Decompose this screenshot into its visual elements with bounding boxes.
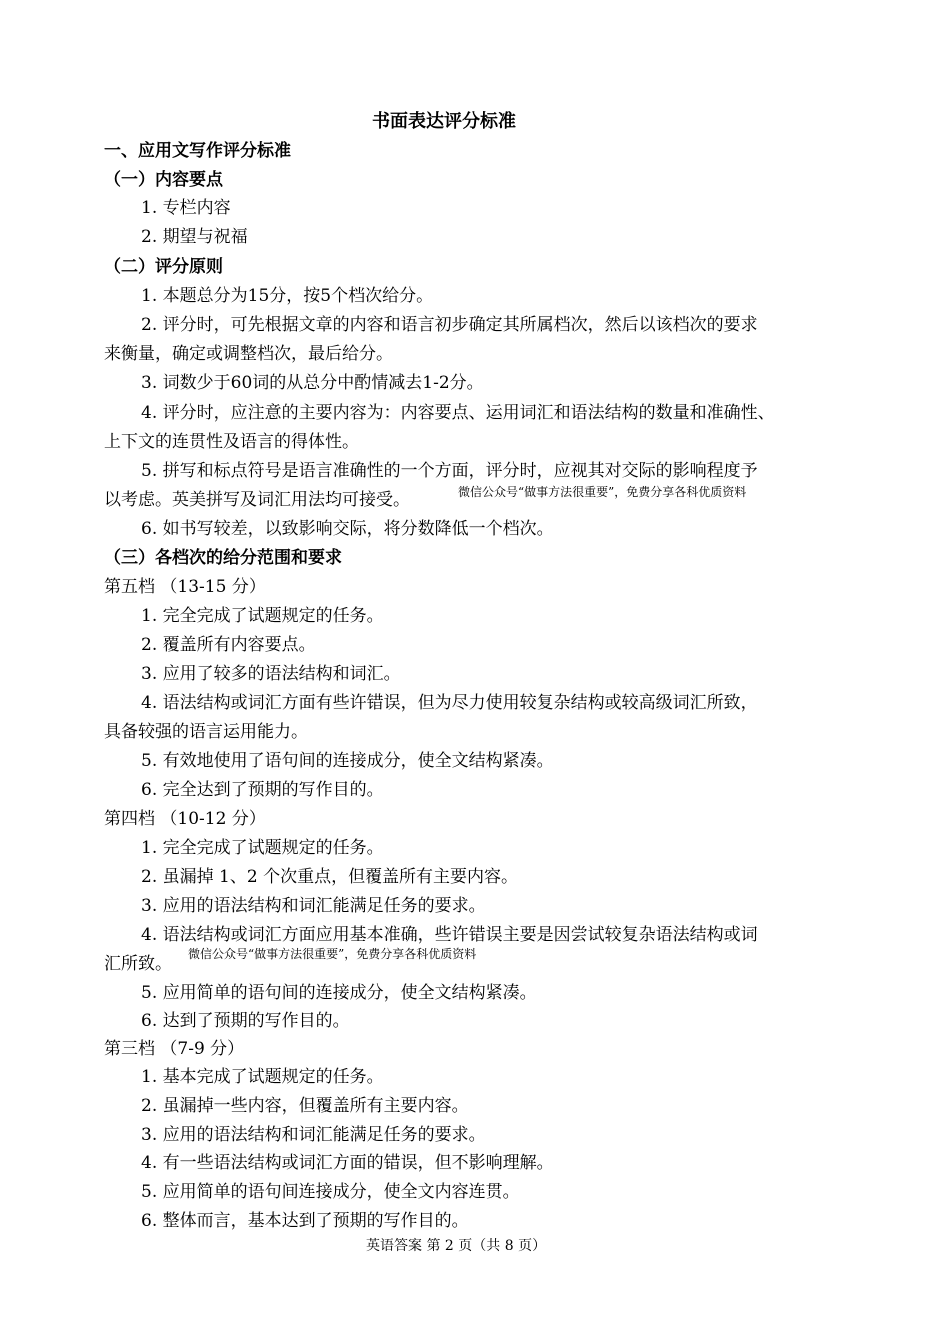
principle-2-line-1: 2. 评分时，可先根据文章的内容和语言初步确定其所属档次，然后以该档次的要求 xyxy=(141,315,758,335)
content-point-1: 1. 专栏内容 xyxy=(141,198,231,218)
page-footer: 英语答案 第 2 页（共 8 页） xyxy=(366,1238,547,1254)
level3-item-1: 1. 基本完成了试题规定的任务。 xyxy=(141,1067,384,1087)
level3-heading: 第三档 （7-9 分） xyxy=(104,1039,245,1059)
level5-item-4-line-2: 具备较强的语言运用能力。 xyxy=(104,722,308,742)
principle-2-line-2: 来衡量，确定或调整档次，最后给分。 xyxy=(104,344,393,364)
level5-item-3: 3. 应用了较多的语法结构和词汇。 xyxy=(141,664,401,684)
principle-4-line-2: 上下文的连贯性及语言的得体性。 xyxy=(104,432,359,452)
principle-4-line-1: 4. 评分时，应注意的主要内容为：内容要点、运用词汇和语法结构的数量和准确性、 xyxy=(141,403,775,423)
level5-item-5: 5. 有效地使用了语句间的连接成分，使全文结构紧凑。 xyxy=(141,751,554,771)
level3-item-6: 6. 整体而言，基本达到了预期的写作目的。 xyxy=(141,1211,469,1231)
level4-item-4-line-2: 汇所致。 xyxy=(104,954,172,974)
level4-item-4-line-1: 4. 语法结构或词汇方面应用基本准确，些许错误主要是因尝试较复杂语法结构或词 xyxy=(141,925,758,945)
level4-item-3: 3. 应用的语法结构和词汇能满足任务的要求。 xyxy=(141,896,486,916)
level4-item-1: 1. 完全完成了试题规定的任务。 xyxy=(141,838,384,858)
level5-item-2: 2. 覆盖所有内容要点。 xyxy=(141,635,316,655)
page-title: 书面表达评分标准 xyxy=(372,111,516,132)
level4-item-2: 2. 虽漏掉 1、2 个次重点，但覆盖所有主要内容。 xyxy=(141,867,519,887)
level5-heading: 第五档 （13-15 分） xyxy=(104,577,266,597)
level4-item-5: 5. 应用简单的语句间的连接成分，使全文结构紧凑。 xyxy=(141,983,537,1003)
level4-item-6: 6. 达到了预期的写作目的。 xyxy=(141,1011,350,1031)
level3-item-2: 2. 虽漏掉一些内容，但覆盖所有主要内容。 xyxy=(141,1096,469,1116)
levels-heading: （三）各档次的给分范围和要求 xyxy=(104,548,342,568)
principle-5-line-2: 以考虑。英美拼写及词汇用法均可接受。 xyxy=(104,490,410,510)
content-point-2: 2. 期望与祝福 xyxy=(141,227,248,247)
level4-heading: 第四档 （10-12 分） xyxy=(104,809,266,829)
principle-6: 6. 如书写较差，以致影响交际，将分数降低一个档次。 xyxy=(141,519,554,539)
watermark-1: 微信公众号“做事方法很重要”，免费分享各科优质资料 xyxy=(458,485,747,499)
level3-item-5: 5. 应用简单的语句间连接成分，使全文内容连贯。 xyxy=(141,1182,520,1202)
level3-item-4: 4. 有一些语法结构或词汇方面的错误，但不影响理解。 xyxy=(141,1153,554,1173)
level5-item-4-line-1: 4. 语法结构或词汇方面有些许错误，但为尽力使用较复杂结构或较高级词汇所致， xyxy=(141,693,758,713)
level5-item-6: 6. 完全达到了预期的写作目的。 xyxy=(141,780,384,800)
watermark-2: 微信公众号“做事方法很重要”，免费分享各科优质资料 xyxy=(188,947,477,961)
principle-5-line-1: 5. 拼写和标点符号是语言准确性的一个方面，评分时，应视其对交际的影响程度予 xyxy=(141,461,758,481)
level5-item-1: 1. 完全完成了试题规定的任务。 xyxy=(141,606,384,626)
content-points-heading: （一）内容要点 xyxy=(104,170,223,190)
principle-3: 3. 词数少于60词的从总分中酌情减去1-2分。 xyxy=(141,373,484,393)
principles-heading: （二）评分原则 xyxy=(104,257,223,277)
principle-1: 1. 本题总分为15分，按5个档次给分。 xyxy=(141,286,434,306)
section-heading-1: 一、应用文写作评分标准 xyxy=(104,141,291,161)
level3-item-3: 3. 应用的语法结构和词汇能满足任务的要求。 xyxy=(141,1125,486,1145)
